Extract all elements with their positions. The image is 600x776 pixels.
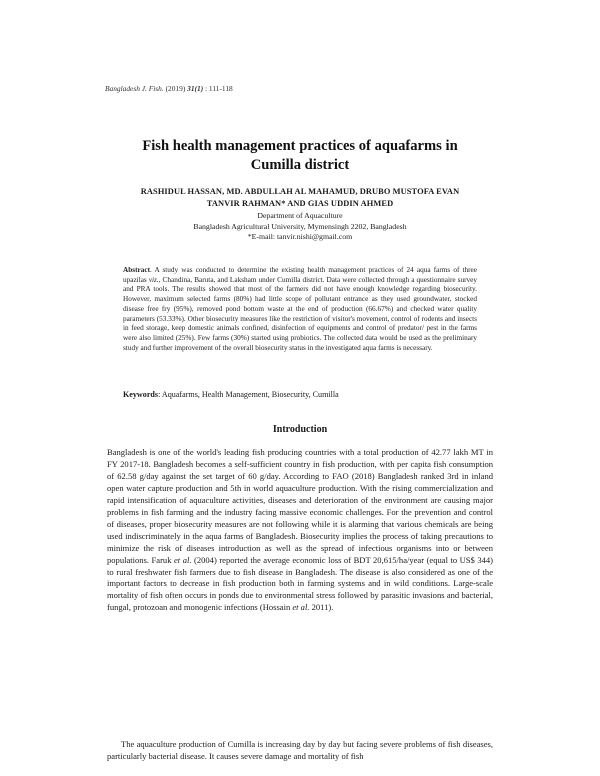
affiliation-university: Bangladesh Agricultural University, Mymensingh 2202, Bangladesh: [193, 221, 407, 231]
affiliation: [100, 211, 500, 243]
journal-reference: [105, 84, 233, 93]
author-list: [90, 186, 510, 209]
intro-p1-text-a: Bangladesh is one of the world's leading fish producing countries with a total production of 42.77 lakh MT in FY 2017-18. Bangladesh becomes a self-sufficient country in fish production, with per capita fish consumption of 62.58 g/day against the set target of 60 g/day. According to FAO (2018) Bangladesh ranked 3rd in inland open water capture production and 5th in world aquaculture production. With the rising commercialization and rapid intensification of aquaculture activities, diseases and deterioration of the environment are causing major problems in fish farming and the industry facing massive economic challenges. For the prevention and control of diseases, proper biosecurity measures are not following while it is alarming that various chemicals are being used indiscriminately in the aqua farms of Bangladesh. Biosecurity implies the process of taking precautions to minimize the risk of diseases introduction as well as the spread of infectious organisms into or between populations. Faruk: [107, 447, 493, 565]
keywords: [123, 389, 477, 400]
abstract-viz: viz.: [148, 275, 159, 284]
abstract-label: Abstract: [123, 266, 150, 274]
abstract-text-1: . A study was conducted to determine the existing health management practices of 24 aqua farms of three upazilas: [123, 266, 477, 284]
affiliation-department: Department of Aquaculture: [257, 211, 343, 220]
introduction-paragraph-1: [107, 447, 493, 614]
keywords-text: : Aquafarms, Health Management, Biosecurity, Cumilla: [158, 390, 339, 399]
abstract-text-2: , Chandina, Baruta, and Laksham under Cumilla district. Data were collected through a questionnaire survey and PRA tools. The results showed that most of the farmers did not have enough knowledge regarding biosecurity. However, maximum selected farms (80%) had little scope of pollutant entrance as they used groundwater, stocked disease free fry (95%), removed pond bottom waste at the end of production (66.67%) and checked water quality parameters (53.33%). Other biosecurity measures like the restriction of visitor's movement, control of rodents and insects in feed storage, keep domestic animals confined, disinfection of equipments and control of predator/ pest in the farms were also limited (25%). Few farms (30%) started using probiotics. The collected data would be used as the preliminary study and further improvement of the overall biosecurity status in the investigated aqua farms is necessary.: [123, 275, 477, 352]
abstract: [123, 266, 477, 353]
paper-title-line-2: Cumilla district: [250, 157, 350, 173]
journal-pages: : 111-118: [205, 84, 233, 93]
paper-title: [100, 137, 500, 175]
intro-p1-etal-2: et al.: [292, 602, 310, 613]
journal-name: Bangladesh J. Fish.: [105, 84, 164, 93]
intro-p1-etal-1: et al.: [174, 554, 192, 565]
intro-p1-text-b: (2004) reported the average economic loss of BDT 20,615/ha/year (equal to US$ 344) to rural freshwater fish farmers due to fish disease in Bangladesh. The disease is also considered as one of the important factors to decrease in fish production both in farming systems and in wild conditions. Large-scale mortality of fish often occurs in ponds due to environmental stress followed by parasitic invasions and bacterial, fungal, protozoan and monogenic infections (Hossain: [107, 554, 494, 613]
introduction-paragraph-2: [107, 739, 493, 763]
author-line-1: RASHIDUL HASSAN, MD. ABDULLAH AL MAHAMUD, DRUBO MUSTOFA EVAN: [140, 187, 460, 196]
journal-year: (2019): [165, 84, 186, 93]
intro-p1-text-c: 2011).: [309, 602, 334, 613]
intro-p2-text: The aquaculture production of Cumilla is increasing day by day but facing severe problems of fish diseases, particularly bacterial disease. It causes severe damage and mortality of fish: [107, 739, 493, 761]
introduction-heading: Introduction: [272, 424, 328, 435]
keywords-label: Keywords: [123, 390, 159, 399]
journal-volume: 31(1): [187, 84, 204, 93]
author-line-2: TANVIR RAHMAN* AND GIAS UDDIN AHMED: [206, 198, 394, 208]
paper-title-line-1: Fish health management practices of aquafarms in: [142, 138, 458, 154]
affiliation-email: *E-mail: tanvir.nishi@gmail.com: [247, 232, 353, 242]
